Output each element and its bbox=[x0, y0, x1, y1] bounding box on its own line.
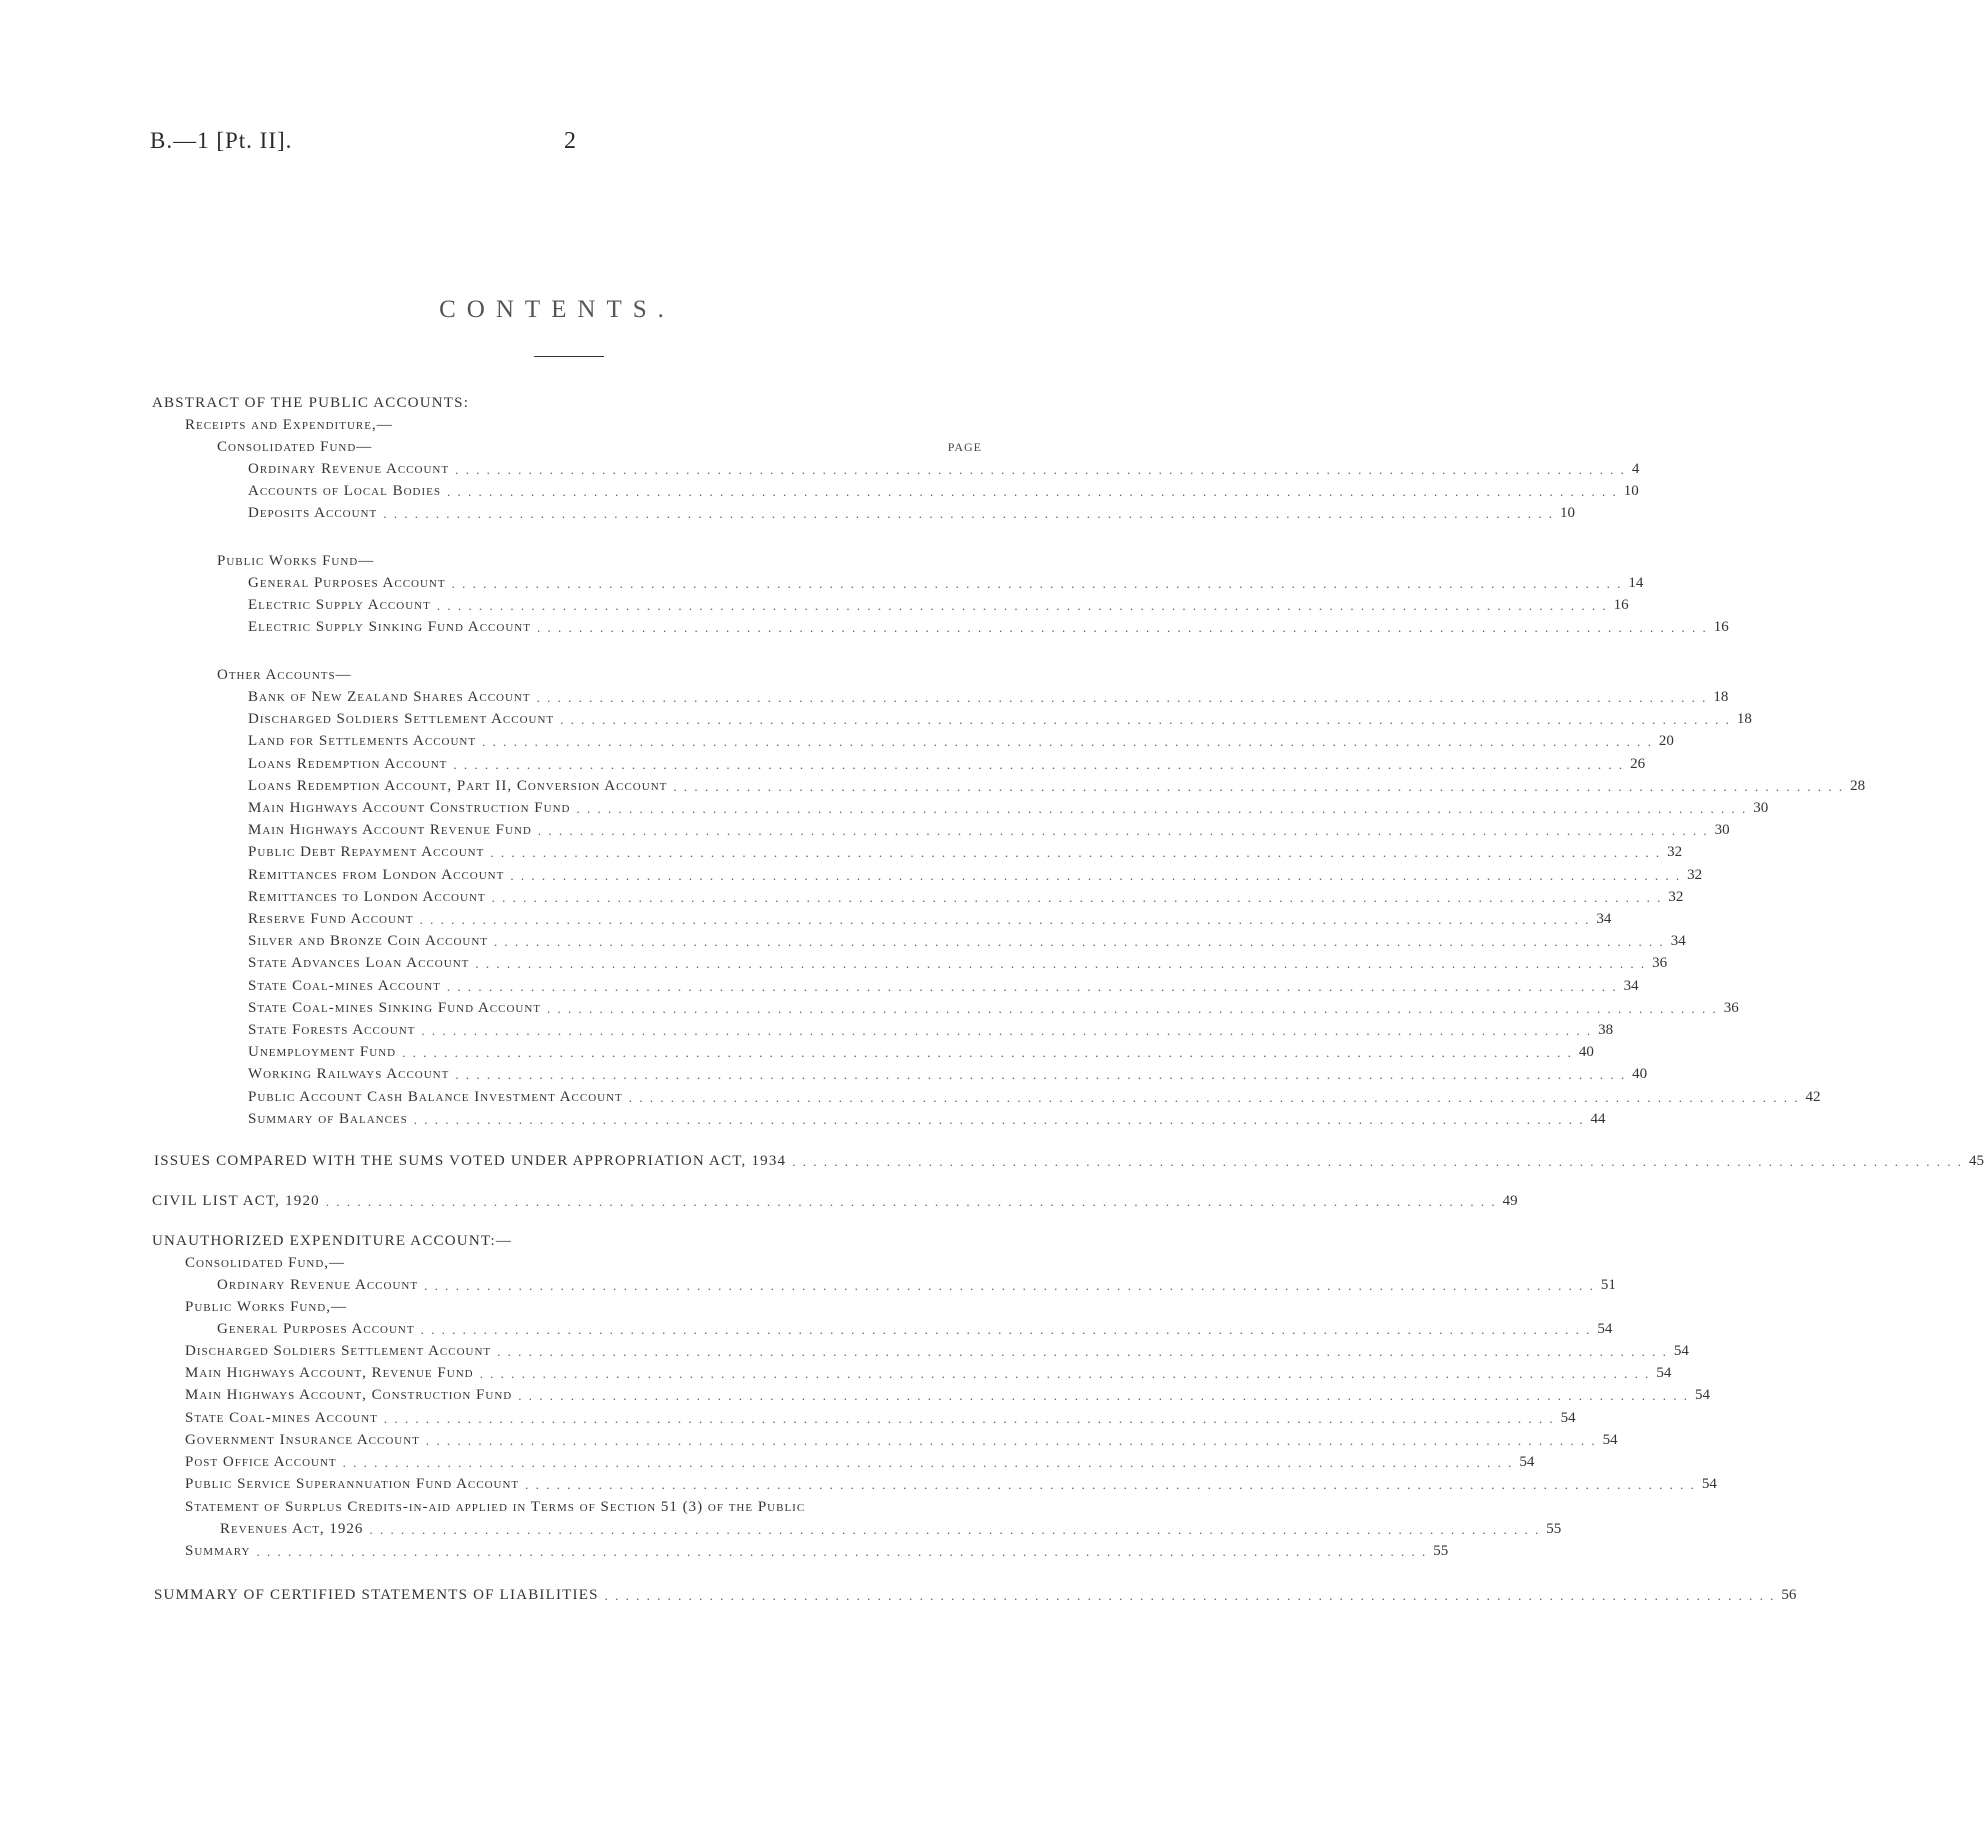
leader-dots: . . . . . . . . . . . . . . . . . . . . . . . . . . . . . . . . . . . . . . . . . . . . . . . . . . . . . . . . . . . . . . . . . . . . . . . . . . . . . . . . . . . . . . . . . . . . . . . . . . . . . . . . . . . . . . . . bbox=[383, 1410, 1555, 1426]
toc-entry-label: Main Highways Account, Construction Fund bbox=[185, 1387, 513, 1404]
toc-entry-label: Discharged Soldiers Settlement Account bbox=[248, 711, 555, 728]
toc-entry-label: State Coal-mines Account bbox=[185, 1409, 378, 1426]
toc-entry bbox=[220, 1516, 1562, 1538]
toc-entry-page: 42 bbox=[1805, 1088, 1821, 1105]
toc-entry-page: 10 bbox=[1623, 483, 1639, 499]
toc-entry-page: 34 bbox=[1596, 911, 1612, 927]
toc-entry-page: 55 bbox=[1546, 1521, 1562, 1537]
toc-entry-label: Summary of Balances bbox=[248, 1110, 408, 1127]
toc-entry bbox=[185, 1382, 1710, 1404]
toc-entry-label: Loans Redemption Account bbox=[248, 755, 448, 772]
toc-entry-label: ISSUES COMPARED WITH THE SUMS VOTED UNDER APPROPRIATION ACT, 1934 bbox=[154, 1153, 787, 1169]
toc-entry-label: Ordinary Revenue Account bbox=[248, 461, 450, 477]
toc-entry bbox=[217, 1272, 1616, 1294]
toc-entry-page: 18 bbox=[1713, 689, 1729, 705]
section-heading bbox=[217, 548, 982, 570]
toc-entry-label: Consolidated Fund— bbox=[217, 439, 373, 455]
toc-entry bbox=[248, 500, 1575, 522]
toc-entry-label: Remittances to London Account bbox=[248, 888, 486, 905]
toc-entry-page: 30 bbox=[1714, 822, 1730, 839]
toc-entry-label: Unemployment Fund bbox=[248, 1044, 397, 1061]
leader-dots: . . . . . . . . . . . . . . . . . . . . . . . . . . . . . . . . . . . . . . . . . . . . . . . . . . . . . . . . . . . . . . . . . . . . . . . . . . . . . . . . . . . . . . . . . . . . . . . . . . . . . . . . . . . . . . . . bbox=[342, 1455, 1514, 1470]
toc-entry-label: Silver and Bronze Coin Account bbox=[248, 933, 488, 950]
toc-entry-page: 14 bbox=[1628, 575, 1644, 591]
toc-entry-page: 40 bbox=[1578, 1044, 1594, 1061]
leader-dots: . . . . . . . . . . . . . . . . . . . . . . . . . . . . . . . . . . . . . . . . . . . . . . . . . . . . . . . . . . . . . . . . . . . . . . . . . . . . . . . . . . . . . . . . . . . . . . . . . . . . . . . . . . . . . . . . bbox=[455, 1067, 1627, 1083]
leader-dots: . . . . . . . . . . . . . . . . . . . . . . . . . . . . . . . . . . . . . . . . . . . . . . . . . . . . . . . . . . . . . . . . . . . . . . . . . . . . . . . . . . . . . . . . . . . . . . . . . . . . . . . . . . . . . . . . bbox=[369, 1522, 1541, 1537]
toc-entry bbox=[217, 1316, 1613, 1338]
toc-entry bbox=[248, 1084, 1821, 1106]
toc-entry-label: Summary bbox=[185, 1543, 251, 1559]
leader-dots: . . . . . . . . . . . . . . . . . . . . . . . . . . . . . . . . . . . . . . . . . . . . . . . . . . . . . . . . . . . . . . . . . . . . . . . . . . . . . . . . . . . . . . . . . . . . . . . . . . . . . . . . . . . . . . . . bbox=[560, 712, 1731, 728]
toc-entry bbox=[248, 995, 1739, 1017]
toc-entry bbox=[248, 1039, 1594, 1061]
leader-dots: . . . . . . . . . . . . . . . . . . . . . . . . . . . . . . . . . . . . . . . . . . . . . . . . . . . . . . . . . . . . . . . . . . . . . . . . . . . . . . . . . . . . . . . . . . . . . . . . . . . . . . . . . . . . . . . . bbox=[413, 1111, 1585, 1127]
document-code: B.—1 [Pt. II]. bbox=[150, 128, 293, 153]
toc-entry-page: 54 bbox=[1560, 1409, 1576, 1426]
toc-entry bbox=[248, 478, 1639, 500]
toc-entry bbox=[248, 684, 1729, 706]
toc-entry-page: 54 bbox=[1519, 1454, 1535, 1470]
leader-dots: . . . . . . . . . . . . . . . . . . . . . . . . . . . . . . . . . . . . . . . . . . . . . . . . . . . . . . . . . . . . . . . . . . . . . . . . . . . . . . . . . . . . . . . . . . . . . . . . . . . . . . . . . . . . . . . . bbox=[536, 620, 1708, 635]
toc-entry bbox=[248, 456, 1640, 478]
toc-entry bbox=[248, 906, 1612, 928]
leader-dots: . . . . . . . . . . . . . . . . . . . . . . . . . . . . . . . . . . . . . . . . . . . . . . . . . . . . . . . . . . . . . . . . . . . . . . . . . . . . . . . . . . . . . . . . . . . . . . . . . . . . . . . . . . . . . . . . bbox=[402, 1045, 1573, 1061]
toc-entry bbox=[248, 1106, 1606, 1128]
toc-entry-label: Revenues Act, 1926 bbox=[220, 1521, 364, 1537]
toc-entry-page: 54 bbox=[1701, 1476, 1717, 1493]
toc-entry-label: Other Accounts— bbox=[217, 667, 352, 683]
toc-entry-label: State Forests Account bbox=[248, 1022, 416, 1038]
leader-dots: . . . . . . . . . . . . . . . . . . . . . . . . . . . . . . . . . . . . . . . . . . . . . . . . . . . . . . . . . . . . . . . . . . . . . . . . . . . . . . . . . . . . . . . . . . . . . . . . . . . . . . . . . . . . . . . . bbox=[455, 462, 1626, 477]
toc-entry-page: 54 bbox=[1597, 1321, 1613, 1337]
toc-entry-label: Reserve Fund Account bbox=[248, 911, 414, 927]
toc-entry bbox=[248, 795, 1769, 817]
toc-entry-label: State Coal-mines Account bbox=[248, 977, 441, 994]
toc-entry bbox=[185, 1538, 1449, 1560]
leader-dots: . . . . . . . . . . . . . . . . . . . . . . . . . . . . . . . . . . . . . . . . . . . . . . . . . . . . . . . . . . . . . . . . . . . . . . . . . . . . . . . . . . . . . . . . . . . . . . . . . . . . . . . . . . . . . . . . bbox=[576, 801, 1748, 816]
section-heading bbox=[217, 434, 982, 456]
leader-dots: . . . . . . . . . . . . . . . . . . . . . . . . . . . . . . . . . . . . . . . . . . . . . . . . . . . . . . . . . . . . . . . . . . . . . . . . . . . . . . . . . . . . . . . . . . . . . . . . . . . . . . . . . . . . . . . . bbox=[453, 756, 1625, 772]
toc-entry bbox=[248, 884, 1684, 906]
leader-dots: . . . . . . . . . . . . . . . . . . . . . . . . . . . . . . . . . . . . . . . . . . . . . . . . . . . . . . . . . . . . . . . . . . . . . . . . . . . . . . . . . . . . . . . . . . . . . . . . . . . . . . . . . . . . . . . . bbox=[419, 912, 1591, 927]
toc-entry bbox=[248, 973, 1639, 995]
toc-entry bbox=[185, 1338, 1689, 1360]
toc-entry-label: Consolidated Fund,— bbox=[185, 1255, 346, 1271]
toc-entry-label: Bank of New Zealand Shares Account bbox=[248, 689, 531, 705]
toc-entry-label: Remittances from London Account bbox=[248, 866, 505, 883]
toc-entry bbox=[248, 839, 1683, 861]
toc-entry-label: Public Debt Repayment Account bbox=[248, 844, 485, 861]
toc-entry bbox=[185, 1427, 1618, 1449]
toc-entry-label: Loans Redemption Account, Part II, Conversion Account bbox=[248, 777, 668, 794]
toc-entry-page: 54 bbox=[1673, 1343, 1689, 1359]
toc-entry-label: General Purposes Account bbox=[248, 575, 446, 591]
toc-entry bbox=[248, 728, 1674, 750]
toc-entry-page: 44 bbox=[1590, 1110, 1606, 1127]
leader-dots: . . . . . . . . . . . . . . . . . . . . . . . . . . . . . . . . . . . . . . . . . . . . . . . . . . . . . . . . . . . . . . . . . . . . . . . . . . . . . . . . . . . . . . . . . . . . . . . . . . . . . . . . . . . . . . . . bbox=[673, 778, 1845, 794]
toc-entry-label: Main Highways Account Revenue Fund bbox=[248, 822, 532, 839]
toc-section bbox=[152, 1188, 1518, 1210]
toc-entry-page: 16 bbox=[1713, 619, 1729, 635]
toc-entry-page: 54 bbox=[1694, 1387, 1710, 1404]
leader-dots: . . . . . . . . . . . . . . . . . . . . . . . . . . . . . . . . . . . . . . . . . . . . . . . . . . . . . . . . . . . . . . . . . . . . . . . . . . . . . . . . . . . . . . . . . . . . . . . . . . . . . . . . . . . . . . . . bbox=[420, 1322, 1592, 1337]
toc-entry bbox=[248, 773, 1866, 795]
toc-entry-label: Government Insurance Account bbox=[185, 1431, 420, 1448]
leader-dots: . . . . . . . . . . . . . . . . . . . . . . . . . . . . . . . . . . . . . . . . . . . . . . . . . . . . . . . . . . . . . . . . . . . . . . . . . . . . . . . . . . . . . . . . . . . . . . . . . . . . . . . . . . . . . . . . bbox=[482, 734, 1653, 750]
toc-entry-page: 54 bbox=[1656, 1365, 1672, 1382]
toc-entry bbox=[248, 1061, 1648, 1083]
page-number: 2 bbox=[564, 128, 576, 154]
toc-entry bbox=[248, 706, 1752, 728]
page-title: CONTENTS. bbox=[439, 296, 675, 323]
toc-entry-page: 30 bbox=[1753, 800, 1769, 816]
toc-entry-page: 34 bbox=[1670, 933, 1686, 950]
toc-entry-label: General Purposes Account bbox=[217, 1321, 415, 1337]
toc-entry bbox=[185, 1360, 1672, 1382]
leader-dots: . . . . . . . . . . . . . . . . . . . . . . . . . . . . . . . . . . . . . . . . . . . . . . . . . . . . . . . . . . . . . . . . . . . . . . . . . . . . . . . . . . . . . . . . . . . . . . . . . . . . . . . . . . . . . . . . bbox=[537, 823, 1709, 839]
toc-entry-label: Working Railways Account bbox=[248, 1066, 450, 1083]
toc-entry-page: 54 bbox=[1602, 1431, 1618, 1448]
leader-dots: . . . . . . . . . . . . . . . . . . . . . . . . . . . . . . . . . . . . . . . . . . . . . . . . . . . . . . . . . . . . . . . . . . . . . . . . . . . . . . . . . . . . . . . . . . . . . . . . . . . . . . . . . . . . . . . . bbox=[490, 845, 1662, 861]
toc-entry bbox=[248, 950, 1668, 972]
leader-dots: . . . . . . . . . . . . . . . . . . . . . . . . . . . . . . . . . . . . . . . . . . . . . . . . . . . . . . . . . . . . . . . . . . . . . . . . . . . . . . . . . . . . . . . . . . . . . . . . . . . . . . . . . . . . . . . . bbox=[525, 1477, 1696, 1493]
toc-entry-page: 28 bbox=[1850, 777, 1866, 794]
toc-entry bbox=[248, 570, 1644, 592]
leader-dots: . . . . . . . . . . . . . . . . . . . . . . . . . . . . . . . . . . . . . . . . . . . . . . . . . . . . . . . . . . . . . . . . . . . . . . . . . . . . . . . . . . . . . . . . . . . . . . . . . . . . . . . . . . . . . . . . bbox=[425, 1432, 1597, 1448]
leader-dots: . . . . . . . . . . . . . . . . . . . . . . . . . . . . . . . . . . . . . . . . . . . . . . . . . . . . . . . . . . . . . . . . . . . . . . . . . . . . . . . . . . . . . . . . . . . . . . . . . . . . . . . . . . . . . . . . bbox=[536, 690, 1708, 705]
toc-entry-label: Main Highways Account, Revenue Fund bbox=[185, 1365, 474, 1382]
leader-dots: . . . . . . . . . . . . . . . . . . . . . . . . . . . . . . . . . . . . . . . . . . . . . . . . . . . . . . . . . . . . . . . . . . . . . . . . . . . . . . . . . . . . . . . . . . . . . . . . . . . . . . . . . . . . . . . . bbox=[479, 1366, 1651, 1382]
toc-entry-page: 38 bbox=[1598, 1022, 1614, 1038]
toc-entry-label: Post Office Account bbox=[185, 1454, 337, 1470]
toc-section bbox=[154, 1148, 1984, 1170]
toc-entry bbox=[248, 592, 1629, 614]
leader-dots: . . . . . . . . . . . . . . . . . . . . . . . . . . . . . . . . . . . . . . . . . . . . . . . . . . . . . . . . . . . . . . . . . . . . . . . . . . . . . . . . . . . . . . . . . . . . . . . . . . . . . . . . . . . . . . . . bbox=[446, 978, 1618, 994]
leader-dots: . . . . . . . . . . . . . . . . . . . . . . . . . . . . . . . . . . . . . . . . . . . . . . . . . . . . . . . . . . . . . . . . . . . . . . . . . . . . . . . . . . . . . . . . . . . . . . . . . . . . . . . . . . . . . . . . bbox=[424, 1278, 1595, 1293]
toc-entry-page: 26 bbox=[1630, 755, 1646, 772]
toc-section bbox=[154, 1582, 1797, 1604]
toc-entry-label: Accounts of Local Bodies bbox=[248, 483, 441, 499]
toc-entry bbox=[185, 1471, 1717, 1493]
toc-entry-label: Electric Supply Sinking Fund Account bbox=[248, 619, 531, 635]
toc-entry-page: 32 bbox=[1687, 866, 1703, 883]
toc-entry-label: Land for Settlements Account bbox=[248, 733, 477, 750]
toc-entry-label: Deposits Account bbox=[248, 505, 378, 521]
toc-entry-label: Public Service Superannuation Fund Account bbox=[185, 1476, 520, 1493]
leader-dots: . . . . . . . . . . . . . . . . . . . . . . . . . . . . . . . . . . . . . . . . . . . . . . . . . . . . . . . . . . . . . . . . . . . . . . . . . . . . . . . . . . . . . . . . . . . . . . . . . . . . . . . . . . . . . . . . bbox=[447, 484, 1618, 499]
leader-dots: . . . . . . . . . . . . . . . . . . . . . . . . . . . . . . . . . . . . . . . . . . . . . . . . . . . . . . . . . . . . . . . . . . . . . . . . . . . . . . . . . . . . . . . . . . . . . . . . . . . . . . . . . . . . . . . . bbox=[325, 1194, 1497, 1209]
toc-entry bbox=[248, 862, 1703, 884]
leader-dots: . . . . . . . . . . . . . . . . . . . . . . . . . . . . . . . . . . . . . . . . . . . . . . . . . . . . . . . . . . . . . . . . . . . . . . . . . . . . . . . . . . . . . . . . . . . . . . . . . . . . . . . . . . . . . . . . bbox=[494, 934, 1665, 950]
toc-entry-page: 40 bbox=[1632, 1066, 1648, 1083]
toc-entry-page: 16 bbox=[1613, 597, 1629, 613]
section-heading bbox=[185, 1250, 982, 1272]
toc-entry-page: 18 bbox=[1736, 711, 1752, 728]
toc-entry-page: 36 bbox=[1652, 955, 1668, 972]
toc-entry-label: State Coal-mines Sinking Fund Account bbox=[248, 999, 542, 1016]
toc-entry-label: CIVIL LIST ACT, 1920 bbox=[152, 1193, 320, 1209]
toc-entry-page: 55 bbox=[1433, 1543, 1449, 1559]
toc-entry-page: 49 bbox=[1502, 1193, 1518, 1209]
toc-entry bbox=[185, 1405, 1576, 1427]
toc-entry-label: UNAUTHORIZED EXPENDITURE ACCOUNT:— bbox=[152, 1233, 513, 1249]
section-heading bbox=[152, 390, 982, 412]
leader-dots: . . . . . . . . . . . . . . . . . . . . . . . . . . . . . . . . . . . . . . . . . . . . . . . . . . . . . . . . . . . . . . . . . . . . . . . . . . . . . . . . . . . . . . . . . . . . . . . . . . . . . . . . . . . . . . . . bbox=[421, 1023, 1593, 1038]
toc-entry bbox=[248, 751, 1646, 773]
toc-entry-label: Discharged Soldiers Settlement Account bbox=[185, 1343, 492, 1359]
toc-entry-page: 32 bbox=[1668, 888, 1684, 905]
leader-dots: . . . . . . . . . . . . . . . . . . . . . . . . . . . . . . . . . . . . . . . . . . . . . . . . . . . . . . . . . . . . . . . . . . . . . . . . . . . . . . . . . . . . . . . . . . . . . . . . . . . . . . . . . . . . . . . . bbox=[436, 598, 1608, 613]
toc-entry-page: 56 bbox=[1781, 1587, 1797, 1603]
toc-entry-label: SUMMARY OF CERTIFIED STATEMENTS OF LIABILITIES bbox=[154, 1587, 599, 1603]
leader-dots: . . . . . . . . . . . . . . . . . . . . . . . . . . . . . . . . . . . . . . . . . . . . . . . . . . . . . . . . . . . . . . . . . . . . . . . . . . . . . . . . . . . . . . . . . . . . . . . . . . . . . . . . . . . . . . . . bbox=[451, 576, 1623, 591]
toc-entry-label: Public Works Fund,— bbox=[185, 1299, 347, 1315]
toc-entry-page: 10 bbox=[1559, 505, 1575, 521]
page-column-label: PAGE bbox=[947, 440, 982, 454]
toc-entry-label: Statement of Surplus Credits-in-aid applied in Terms of Section 51 (3) of the Public bbox=[185, 1499, 806, 1515]
toc-entry-page: 51 bbox=[1600, 1277, 1616, 1293]
leader-dots: . . . . . . . . . . . . . . . . . . . . . . . . . . . . . . . . . . . . . . . . . . . . . . . . . . . . . . . . . . . . . . . . . . . . . . . . . . . . . . . . . . . . . . . . . . . . . . . . . . . . . . . . . . . . . . . . bbox=[510, 867, 1682, 883]
toc-entry-label: Electric Supply Account bbox=[248, 597, 431, 613]
toc-entry-page: 4 bbox=[1631, 461, 1640, 477]
toc-entry bbox=[248, 614, 1729, 636]
section-heading bbox=[152, 1228, 982, 1250]
section-heading bbox=[185, 412, 982, 434]
toc-entry-page: 20 bbox=[1658, 733, 1674, 750]
toc-entry bbox=[248, 928, 1686, 950]
toc-entry bbox=[248, 1017, 1614, 1039]
toc-entry-page: 34 bbox=[1623, 977, 1639, 994]
leader-dots: . . . . . . . . . . . . . . . . . . . . . . . . . . . . . . . . . . . . . . . . . . . . . . . . . . . . . . . . . . . . . . . . . . . . . . . . . . . . . . . . . . . . . . . . . . . . . . . . . . . . . . . . . . . . . . . . bbox=[475, 956, 1647, 972]
toc-entry bbox=[185, 1494, 982, 1516]
toc-entry-page: 36 bbox=[1723, 999, 1739, 1016]
toc-entry-label: Public Account Cash Balance Investment Account bbox=[248, 1088, 623, 1105]
toc-entry-label: ABSTRACT OF THE PUBLIC ACCOUNTS: bbox=[152, 395, 470, 411]
leader-dots: . . . . . . . . . . . . . . . . . . . . . . . . . . . . . . . . . . . . . . . . . . . . . . . . . . . . . . . . . . . . . . . . . . . . . . . . . . . . . . . . . . . . . . . . . . . . . . . . . . . . . . . . . . . . . . . . bbox=[383, 506, 1554, 521]
section-heading bbox=[217, 662, 982, 684]
leader-dots: . . . . . . . . . . . . . . . . . . . . . . . . . . . . . . . . . . . . . . . . . . . . . . . . . . . . . . . . . . . . . . . . . . . . . . . . . . . . . . . . . . . . . . . . . . . . . . . . . . . . . . . . . . . . . . . . bbox=[497, 1344, 1668, 1359]
leader-dots: . . . . . . . . . . . . . . . . . . . . . . . . . . . . . . . . . . . . . . . . . . . . . . . . . . . . . . . . . . . . . . . . . . . . . . . . . . . . . . . . . . . . . . . . . . . . . . . . . . . . . . . . . . . . . . . . bbox=[256, 1544, 1428, 1559]
toc-entry-label: State Advances Loan Account bbox=[248, 955, 470, 972]
toc-entry-label: Receipts and Expenditure,— bbox=[185, 417, 393, 433]
leader-dots: . . . . . . . . . . . . . . . . . . . . . . . . . . . . . . . . . . . . . . . . . . . . . . . . . . . . . . . . . . . . . . . . . . . . . . . . . . . . . . . . . . . . . . . . . . . . . . . . . . . . . . . . . . . . . . . . bbox=[628, 1089, 1800, 1105]
leader-dots: . . . . . . . . . . . . . . . . . . . . . . . . . . . . . . . . . . . . . . . . . . . . . . . . . . . . . . . . . . . . . . . . . . . . . . . . . . . . . . . . . . . . . . . . . . . . . . . . . . . . . . . . . . . . . . . . bbox=[792, 1154, 1963, 1169]
toc-entry-label: Main Highways Account Construction Fund bbox=[248, 800, 571, 816]
toc-entry-label: Public Works Fund— bbox=[217, 553, 375, 569]
toc-entry bbox=[185, 1449, 1535, 1471]
toc-entry-label: Ordinary Revenue Account bbox=[217, 1277, 419, 1293]
leader-dots: . . . . . . . . . . . . . . . . . . . . . . . . . . . . . . . . . . . . . . . . . . . . . . . . . . . . . . . . . . . . . . . . . . . . . . . . . . . . . . . . . . . . . . . . . . . . . . . . . . . . . . . . . . . . . . . . bbox=[547, 1000, 1718, 1016]
toc-entry-page: 32 bbox=[1667, 844, 1683, 861]
leader-dots: . . . . . . . . . . . . . . . . . . . . . . . . . . . . . . . . . . . . . . . . . . . . . . . . . . . . . . . . . . . . . . . . . . . . . . . . . . . . . . . . . . . . . . . . . . . . . . . . . . . . . . . . . . . . . . . . bbox=[491, 889, 1663, 905]
leader-dots: . . . . . . . . . . . . . . . . . . . . . . . . . . . . . . . . . . . . . . . . . . . . . . . . . . . . . . . . . . . . . . . . . . . . . . . . . . . . . . . . . . . . . . . . . . . . . . . . . . . . . . . . . . . . . . . . bbox=[518, 1388, 1689, 1404]
toc-entry-page: 45 bbox=[1969, 1153, 1984, 1169]
toc-entry bbox=[248, 817, 1730, 839]
section-heading bbox=[185, 1294, 982, 1316]
leader-dots: . . . . . . . . . . . . . . . . . . . . . . . . . . . . . . . . . . . . . . . . . . . . . . . . . . . . . . . . . . . . . . . . . . . . . . . . . . . . . . . . . . . . . . . . . . . . . . . . . . . . . . . . . . . . . . . . bbox=[604, 1588, 1776, 1603]
